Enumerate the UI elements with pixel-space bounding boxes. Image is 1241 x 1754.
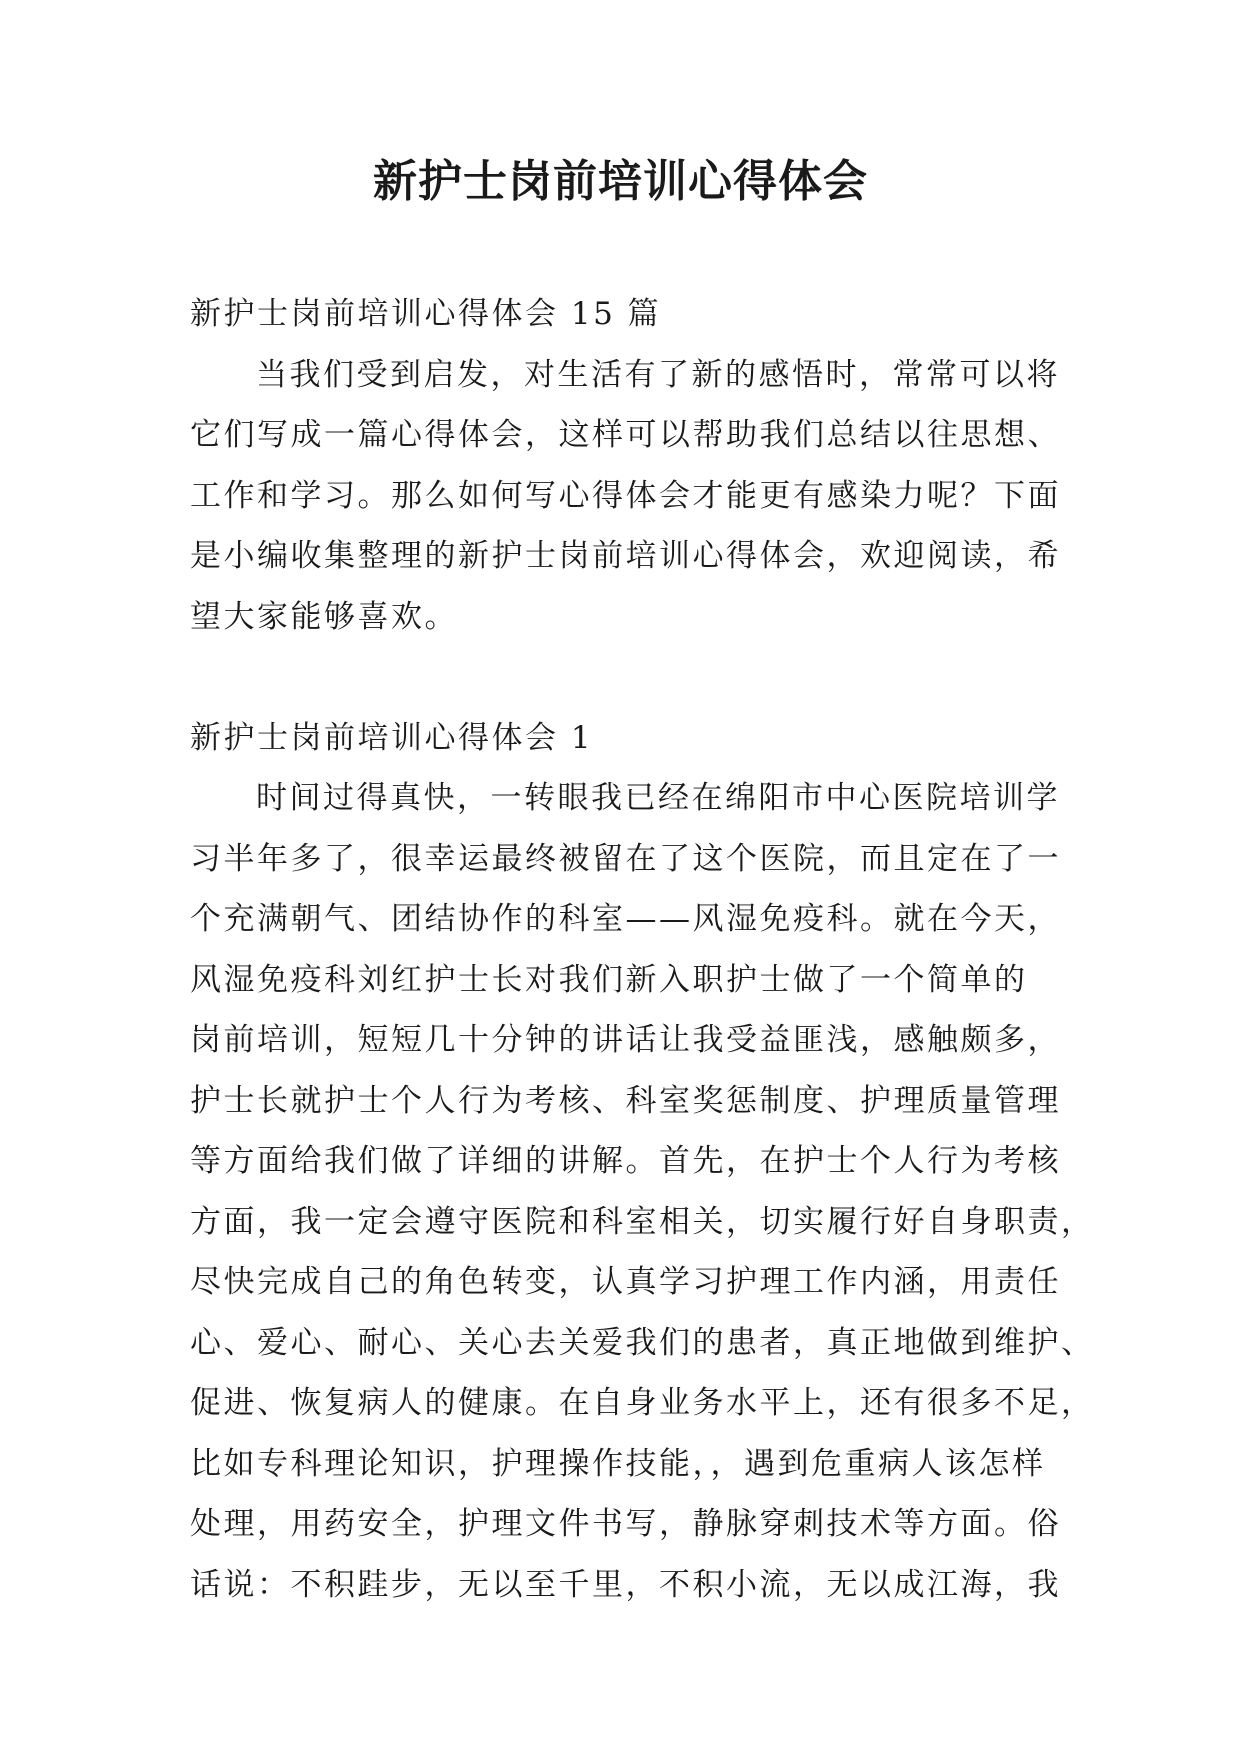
document-title: 新护士岗前培训心得体会 xyxy=(373,156,868,207)
paragraph-line: 风湿免疫科刘红护士长对我们新入职护士做了一个简单的 xyxy=(190,961,1028,998)
document-body xyxy=(190,284,1095,1615)
paragraph-line: 促进、恢复病人的健康。在自身业务水平上，还有很多不足， xyxy=(190,1385,1095,1421)
paragraph-line: 尽快完成自己的角色转变，认真学习护理工作内涵，用责任 xyxy=(190,1264,1061,1300)
subtitle-heading: 新护士岗前培训心得体会 15 篇 xyxy=(190,296,662,332)
section-spacer xyxy=(190,647,1050,708)
paragraph-line: 处理，用药安全，护理文件书写，静脉穿刺技术等方面。俗 xyxy=(190,1506,1061,1542)
paragraph-line: 个充满朝气、团结协作的科室——风湿免疫科。就在今天， xyxy=(190,901,1061,937)
paragraph-line: 习半年多了，很幸运最终被留在了这个医院，而且定在了一 xyxy=(190,840,1061,877)
paragraph-line: 话说：不积跬步，无以至千里，不积小流，无以成江海，我 xyxy=(190,1566,1061,1603)
paragraph-line: 心、爱心、耐心、关心去关爱我们的患者，真正地做到维护、 xyxy=(190,1324,1095,1361)
paragraph-line: 工作和学习。那么如何写心得体会才能更有感染力呢？下面 xyxy=(190,477,1061,514)
section-1-paragraph xyxy=(190,768,1095,1615)
paragraph-line: 岗前培训，短短几十分钟的讲话让我受益匪浅，感触颇多， xyxy=(190,1022,1061,1058)
paragraph-line: 比如专科理论知识，护理操作技能，，遇到危重病人该怎样 xyxy=(190,1445,1046,1482)
paragraph-line: 等方面给我们做了详细的讲解。首先，在护士个人行为考核 xyxy=(190,1143,1061,1179)
paragraph-line: 护士长就护士个人行为考核、科室奖惩制度、护理质量管理 xyxy=(190,1082,1061,1119)
intro-paragraph xyxy=(190,345,1061,648)
section-heading: 新护士岗前培训心得体会 1 xyxy=(190,719,594,756)
paragraph-line: 望大家能够喜欢。 xyxy=(190,598,458,635)
paragraph-line: 是小编收集整理的新护士岗前培训心得体会，欢迎阅读，希 xyxy=(190,538,1061,574)
paragraph-line: 它们写成一篇心得体会，这样可以帮助我们总结以往思想、 xyxy=(190,417,1061,453)
paragraph-line: 当我们受到启发，对生活有了新的感悟时，常常可以将 xyxy=(256,356,1060,393)
paragraph-line: 方面，我一定会遵守医院和科室相关，切实履行好自身职责， xyxy=(190,1203,1095,1240)
paragraph-line: 时间过得真快，一转眼我已经在绵阳市中心医院培训学 xyxy=(256,780,1060,816)
